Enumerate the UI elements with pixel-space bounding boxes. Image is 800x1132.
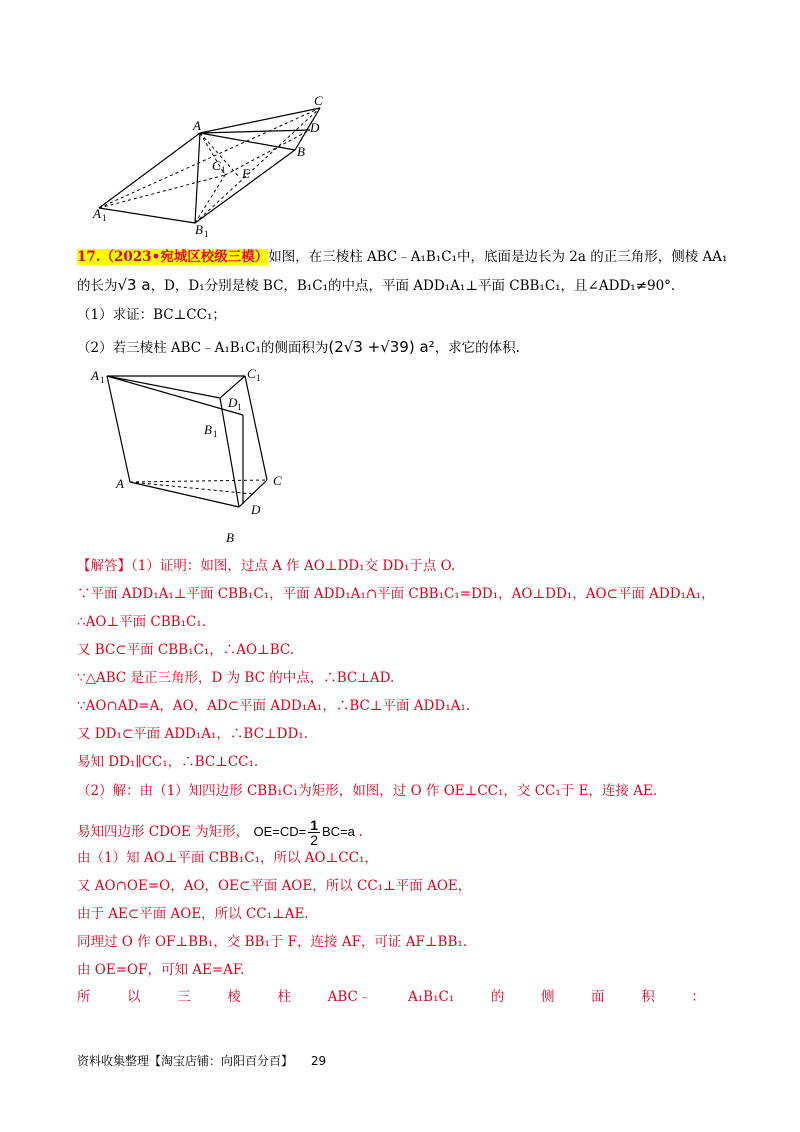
question-part-2b: ，求它的体积.: [434, 340, 520, 356]
solution-line: （2）解：由（1）知四边形 CBB₁C₁为矩形，如图，过 O 作 OE⊥CC₁，交 CC₁于 E，连接 AE.: [77, 783, 658, 799]
question-text-1: 如图，在三棱柱 ABC﹣A₁B₁C₁中，底面是边长为 2a 的正三角形，侧棱 AA₁: [268, 249, 728, 265]
solution-cdoe-text: 易知四边形 CDOE 为矩形，: [77, 823, 250, 840]
fig2-label-C1: C: [247, 366, 256, 381]
fig1-sub-C1: 1: [221, 165, 226, 175]
solution-line: 由于 AE⊂平面 AOE，所以 CC₁⊥AE.: [77, 906, 309, 922]
fig1-label-D: D: [310, 120, 320, 135]
cdoe-period: .: [358, 823, 363, 840]
solution-last-word: 侧: [541, 989, 555, 1005]
solution-last-word: 三: [177, 989, 191, 1005]
solution-line: 又 BC⊂平面 CBB₁C₁，∴AO⊥BC.: [77, 642, 295, 658]
question-sqrt-expr: √3 a: [117, 276, 151, 294]
cdoe-fraction: [308, 818, 320, 847]
solution-line: 由 OE=OF，可知 AE=AF.: [77, 962, 245, 978]
fig1-label-A: A: [193, 118, 201, 133]
solution-line: 同理过 O 作 OF⊥BB₁，交 BB₁于 F，连接 AF，可证 AF⊥BB₁.: [77, 934, 468, 950]
solution-line: ∵平面 ADD₁A₁⊥平面 CBB₁C₁，平面 ADD₁A₁∩平面 CBB₁C₁=DD₁，AO⊥DD₁，AO⊂平面 ADD₁A₁，: [77, 586, 715, 602]
fig2-label-A1: A: [91, 368, 99, 383]
solution-last-word: 面: [591, 989, 605, 1005]
question-text-2b: ，D，D₁分别是棱 BC，B₁C₁的中点，平面 ADD₁A₁⊥平面 CBB₁C₁，且∠ADD₁≠90°.: [150, 278, 676, 294]
cdoe-formula-left: OE=CD=: [253, 823, 307, 839]
fig1-sub-B1: 1: [204, 229, 209, 239]
cdoe-fraction-num: 1: [310, 817, 319, 833]
solution-cdoe-line: [77, 818, 363, 847]
footer-text: 资料收集整理【淘宝店铺：向阳百分百】: [77, 1054, 294, 1068]
solution-line: ∵△ABC 是正三角形，D 为 BC 的中点，∴BC⊥AD.: [77, 670, 395, 686]
solution-last-word: 棱: [227, 989, 241, 1005]
page-number: 29: [310, 1054, 327, 1068]
cdoe-formula-right: BC=a: [322, 823, 355, 839]
solution-last-word: 以: [127, 989, 141, 1005]
solution-line: 又 DD₁⊂平面 ADD₁A₁，∴BC⊥DD₁.: [77, 726, 308, 742]
fig2-label-B1: B: [204, 422, 212, 437]
solution-last-line: [77, 987, 705, 1007]
page-footer: [77, 1052, 326, 1069]
fig2-label-D: D: [251, 502, 261, 517]
solution-line: 由（1）知 AO⊥平面 CBB₁C₁，所以 AO⊥CC₁，: [77, 850, 378, 866]
figure-prism-1: [85, 90, 345, 240]
question-line-1: [77, 247, 727, 267]
fig1-label-C1: C: [212, 158, 221, 173]
question-area-expr: (2√3 +√39) a²: [328, 338, 435, 356]
solution-last-word: A₁B₁C₁: [408, 989, 455, 1005]
cdoe-fraction-den: 2: [310, 832, 319, 848]
solution-line: ∴AO⊥平面 CBB₁C₁.: [77, 614, 207, 630]
fig2-label-C: C: [273, 473, 282, 488]
fig2-sub-A1: 1: [100, 375, 105, 385]
solution-last-word: 的: [490, 989, 505, 1005]
fig2-label-D1: D: [228, 395, 238, 410]
solution-last-word: ABC﹣: [327, 989, 372, 1005]
solution-line: ∵AO∩AD=A，AO，AD⊂平面 ADD₁A₁，∴BC⊥平面 ADD₁A₁.: [77, 698, 471, 714]
fig1-label-B: B: [297, 144, 305, 159]
question-line-2: [77, 275, 675, 296]
question-part-1: （1）求证：BC⊥CC₁；: [77, 307, 226, 323]
solution-line: 又 AO∩OE=O，AO，OE⊂平面 AOE，所以 CC₁⊥平面 AOE，: [77, 878, 472, 894]
fig1-label-C: C: [314, 93, 323, 108]
question-text-2a: 的长为: [77, 278, 118, 294]
fig1-label-E: E: [242, 166, 250, 181]
fig2-sub-C1: 1: [256, 373, 261, 383]
fig2-sub-D1: 1: [237, 402, 242, 412]
solution-last-word: 所: [77, 989, 91, 1005]
fig1-sub-A1: 1: [102, 213, 107, 223]
fig2-label-B: B: [226, 530, 234, 545]
solution-line: 【解答】（1）证明：如图，过点 A 作 AO⊥DD₁交 DD₁于点 O.: [77, 558, 456, 574]
cdoe-formula: [253, 817, 358, 848]
solution-last-word: ：: [691, 989, 705, 1005]
question-part-2: [77, 337, 520, 358]
question-number: 17.: [77, 249, 101, 265]
fig1-label-A1: A: [93, 206, 101, 221]
question-source: （2023•宛城区校级三模）: [100, 249, 269, 265]
solution-last-word: 积: [641, 989, 655, 1005]
fig2-sub-B1: 1: [213, 429, 218, 439]
fig1-label-B1: B: [195, 222, 203, 237]
solution-last-word: 柱: [277, 989, 291, 1005]
question-part-2a: （2）若三棱柱 ABC﹣A₁B₁C₁的侧面积为: [77, 340, 329, 356]
figure-prism-2: [85, 362, 305, 547]
fig2-label-A: A: [116, 476, 124, 491]
solution-line: 易知 DD₁∥CC₁，∴BC⊥CC₁.: [77, 754, 259, 770]
